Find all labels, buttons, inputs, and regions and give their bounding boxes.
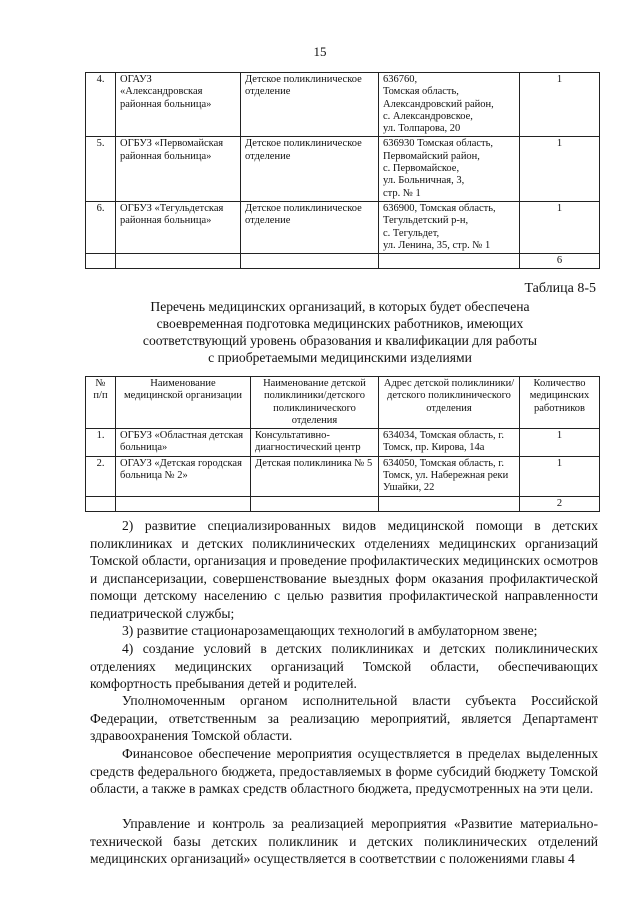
table-label: Таблица 8-5 <box>524 281 596 296</box>
table-title-line: Перечень медицинских организаций, в которых будет обеспечена <box>150 299 530 314</box>
cell-dept: Детское поликлиническое отделение <box>241 137 379 201</box>
table-row <box>86 137 600 201</box>
cell-address: 634034, Томская область, г. Томск, пр. Кирова, 14а <box>379 429 520 457</box>
cell-dept: Детская поликлиника № 5 <box>251 456 379 496</box>
address-line: с. Первомайское, <box>383 163 460 175</box>
header-org: Наименование медицинской организации <box>116 377 251 429</box>
address-line: Первомайский район, <box>383 150 480 162</box>
cell-org: ОГБУЗ «Тегульдетская районная больница» <box>116 201 241 253</box>
cell-dept: Детское поликлиническое отделение <box>241 201 379 253</box>
header-num: № п/п <box>86 377 116 429</box>
header-address: Адрес детской поликлиники/детского поликлинического отделения <box>379 377 520 429</box>
paragraph-management: Управление и контроль за реализацией мероприятия «Развитие материально-технической базы детских поликлиник и детских поликлинических отделений медицинских организаций» осуществляется в соответствии с положениями главы 4 <box>90 816 598 866</box>
table-title <box>90 298 590 366</box>
table-row <box>86 201 600 253</box>
address-line: 636900, Томская область, <box>383 202 496 214</box>
cell-address <box>379 73 520 137</box>
header-count: Количество медицинских работников <box>520 377 600 429</box>
cell-empty <box>86 496 116 511</box>
table-title-line: соответствующий уровень образования и квалификации для работы <box>142 333 538 348</box>
table-title-line: своевременная подготовка медицинских работников, имеющих <box>156 316 524 331</box>
cell-count: 1 <box>520 73 600 137</box>
cell-org: ОГБУЗ «Первомайская районная больница» <box>116 137 241 201</box>
cell-empty <box>86 254 116 269</box>
previous-table-continuation <box>85 72 600 269</box>
paragraph-item-3: 3) развитие стационарозамещающих технологий в амбулаторном звене; <box>122 623 538 638</box>
cell-count: 1 <box>520 137 600 201</box>
cell-total: 6 <box>520 254 600 269</box>
paragraph-item-2: 2) развитие специализированных видов медицинской помощи в детских поликлиниках и детских поликлинических отделениях медицинских организаций Томской области, организация и проведение профилактических медицинских осмотров и диспансеризации, совершенствование выездных форм оказания профилактической помощи детскому населению с целью развития профилактической направленности педиатрической службы; <box>90 518 598 621</box>
cell-org: ОГБУЗ «Областная детская больница» <box>116 429 251 457</box>
paragraph-authority: Уполномоченным органом исполнительной власти субъекта Российской Федерации, ответственным за реализацию мероприятий, является Департамент здравоохранения Томской области. <box>90 693 598 743</box>
table-header-row <box>86 377 600 429</box>
cell-address <box>379 137 520 201</box>
cell-num: 6. <box>86 201 116 253</box>
address-line: 636760, <box>383 74 418 85</box>
cell-total: 2 <box>520 496 600 511</box>
cell-empty <box>379 254 520 269</box>
page-number: 15 <box>313 44 327 59</box>
address-line: Александровский район, <box>383 98 494 110</box>
table-8-5 <box>85 376 600 512</box>
paragraph-financing: Финансовое обеспечение мероприятия осуществляется в пределах выделенных средств федерального бюджета, предоставляемых в форме субсидий бюджету Томской области, а также в рамках средств областного бюджета, предусмотренных на эти цели. <box>90 746 598 796</box>
cell-address: 634050, Томская область, г. Томск, ул. Набережная реки Ушайки, 22 <box>379 456 520 496</box>
cell-count: 1 <box>520 429 600 457</box>
cell-org: ОГАУЗ «Александровская районная больница» <box>116 73 241 137</box>
cell-num: 1. <box>86 429 116 457</box>
address-line: Томская область, <box>383 86 459 98</box>
cell-empty <box>251 496 379 511</box>
table-title-line: с приобретаемыми медицинскими изделиями <box>208 350 472 365</box>
cell-num: 5. <box>86 137 116 201</box>
cell-empty <box>241 254 379 269</box>
table-row <box>86 456 600 496</box>
total-row <box>86 254 600 269</box>
paragraph-item-4: 4) создание условий в детских поликлиниках и детских поликлинических отделениях медицинских организаций Томской области, обеспечивающих комфортность пребывания детей и родителей. <box>90 641 598 691</box>
cell-address <box>379 201 520 253</box>
address-line: ул. Толпарова, 20 <box>383 123 461 135</box>
address-line: ул. Ленина, 35, стр. № 1 <box>383 239 491 251</box>
cell-empty <box>116 254 241 269</box>
address-line: ул. Больничная, 3, <box>383 175 465 187</box>
cell-dept: Детское поликлиническое отделение <box>241 73 379 137</box>
table-row <box>86 429 600 457</box>
address-line: Тегульдетский р-н, <box>383 215 469 227</box>
cell-org: ОГАУЗ «Детская городская больница № 2» <box>116 456 251 496</box>
address-line: стр. № 1 <box>383 187 421 199</box>
cell-dept: Консультативно-диагностический центр <box>251 429 379 457</box>
address-line: с. Тегульдет, <box>383 227 440 239</box>
cell-empty <box>116 496 251 511</box>
cell-empty <box>379 496 520 511</box>
table-row <box>86 73 600 137</box>
address-line: 636930 Томская область, <box>383 138 494 150</box>
address-line: с. Александровское, <box>383 110 473 122</box>
cell-count: 1 <box>520 201 600 253</box>
total-row <box>86 496 600 511</box>
cell-count: 1 <box>520 456 600 496</box>
cell-num: 4. <box>86 73 116 137</box>
cell-num: 2. <box>86 456 116 496</box>
header-dept: Наименование детской поликлиники/детского поликлинического отделения <box>251 377 379 429</box>
